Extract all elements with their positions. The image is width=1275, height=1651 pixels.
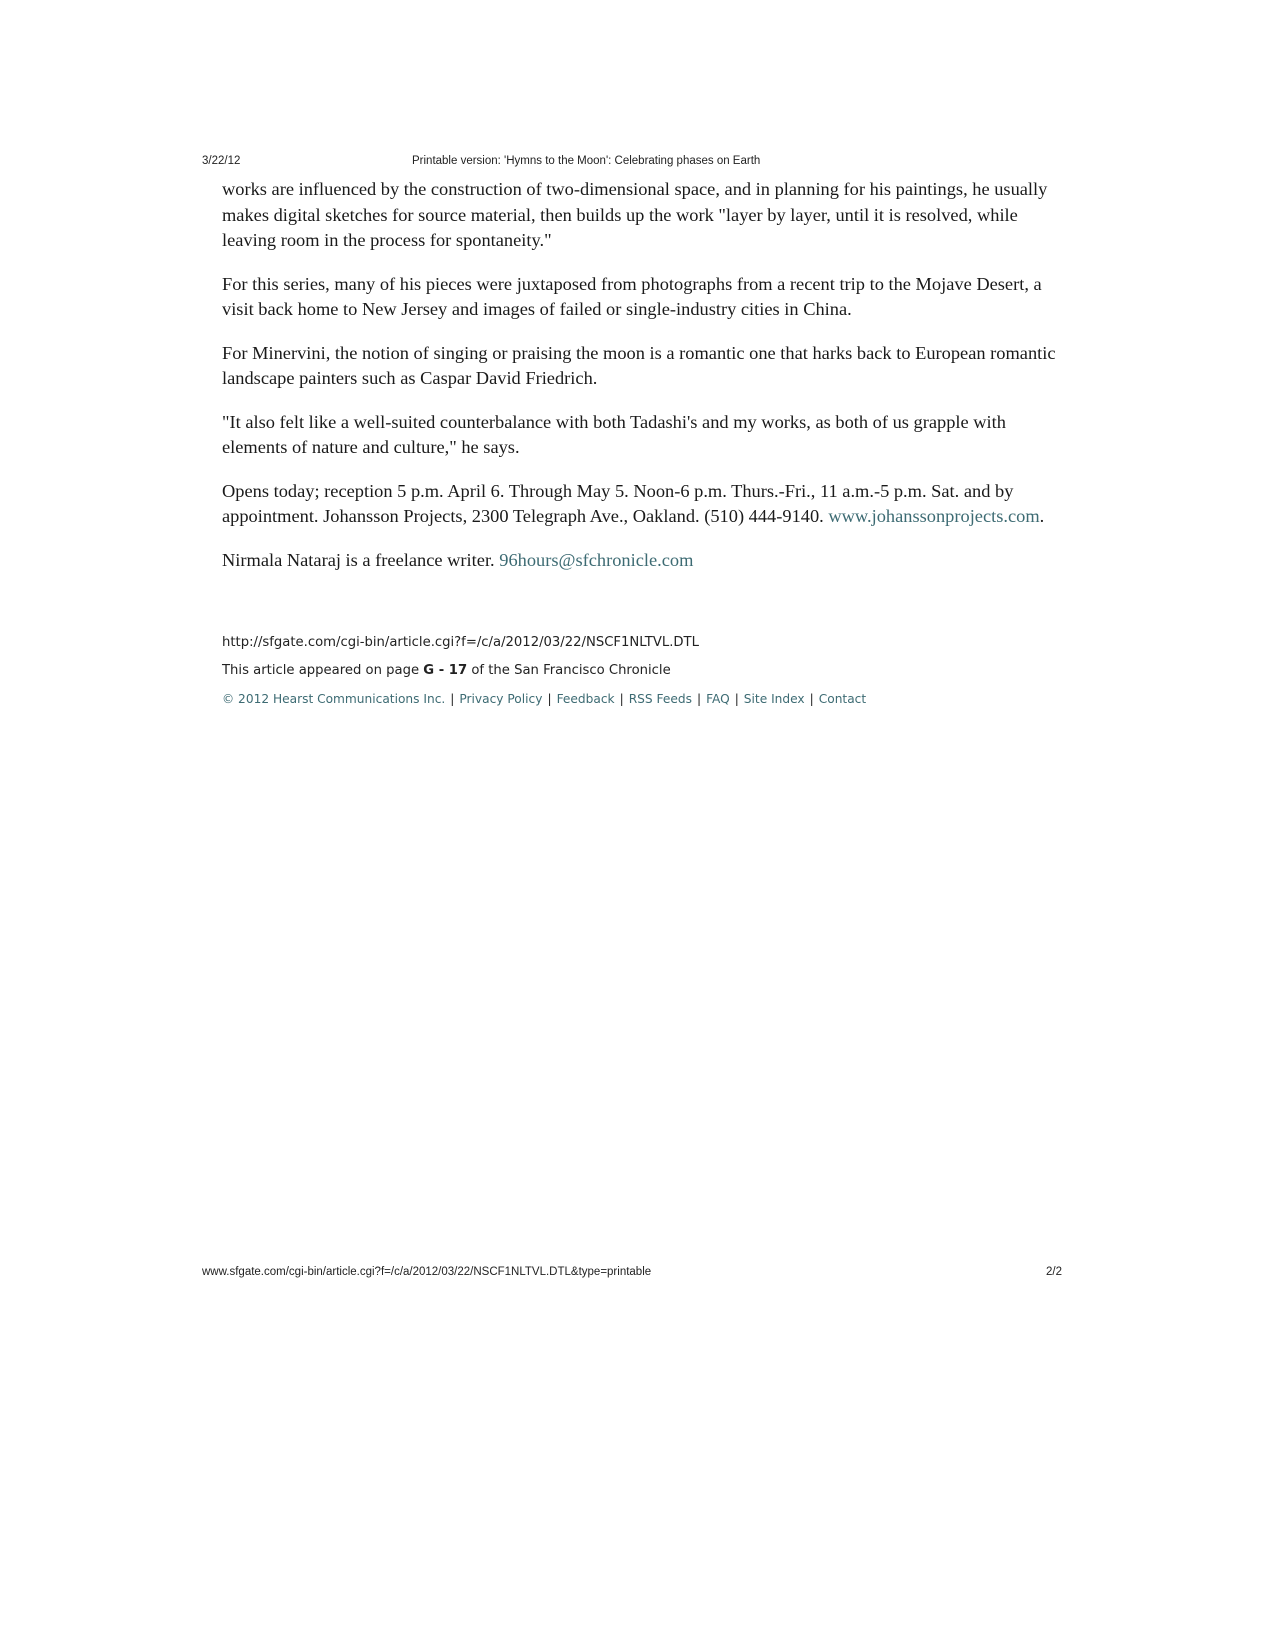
contact-link[interactable]: Contact: [818, 692, 867, 706]
author-text: Nirmala Nataraj is a freelance writer.: [222, 549, 495, 570]
print-date: 3/22/12: [202, 155, 241, 167]
article-paragraph: works are influenced by the construction of two-dimensional space, and in planning for his paintings, he usually makes digital sketches for source material, then builds up the work "layer by layer, until it is resolved, while leaving room in the process for spontaneity.": [222, 179, 1048, 250]
article-paragraph: For this series, many of his pieces were juxtaposed from photographs from a recent trip to the Mojave Desert, a visit back home to New Jersey and images of failed or single-industry cities in China.: [222, 273, 1042, 319]
separator: |: [547, 692, 552, 706]
separator: |: [450, 692, 455, 706]
privacy-policy-link[interactable]: Privacy Policy: [459, 692, 543, 706]
separator: |: [734, 692, 739, 706]
article-paragraph: "It also felt like a well-suited counterbalance with both Tadashi's and my works, as both of us grapple with elements of nature and culture," he says.: [222, 411, 1006, 457]
appeared-suffix: of the San Francisco Chronicle: [471, 663, 671, 678]
article-meta: [222, 634, 1062, 710]
faq-link[interactable]: FAQ: [706, 692, 730, 706]
author-bio: [222, 548, 1062, 574]
article-url: http://sfgate.com/cgi-bin/article.cgi?f=/c/a/2012/03/22/NSCF1NLTVL.DTL: [222, 635, 699, 650]
appeared-prefix: This article appeared on page: [222, 663, 420, 678]
page-appearance: [222, 662, 1062, 690]
listing-end: .: [1039, 506, 1045, 526]
article-paragraph: For Minervini, the notion of singing or praising the moon is a romantic one that harks back to European romantic landscape painters such as Caspar David Friedrich.: [222, 342, 1056, 388]
event-listing: [222, 479, 1062, 530]
page-reference: G - 17: [423, 663, 468, 678]
footer-links: [222, 690, 1062, 710]
copyright-link[interactable]: © 2012 Hearst Communications Inc.: [222, 692, 446, 706]
print-footer: [202, 1266, 1062, 1282]
separator: |: [696, 692, 702, 706]
separator: |: [809, 692, 814, 706]
gallery-link[interactable]: www.johanssonprojects.com: [828, 506, 1040, 526]
print-url: www.sfgate.com/cgi-bin/article.cgi?f=/c/a/2012/03/22/NSCF1NLTVL.DTL&type=printable: [202, 1266, 652, 1278]
page-number: 2/2: [1046, 1266, 1062, 1278]
print-title: Printable version: 'Hymns to the Moon': Celebrating phases on Earth: [412, 155, 761, 167]
author-email-link[interactable]: 96hours@sfchronicle.com: [499, 549, 694, 570]
separator: |: [619, 692, 624, 706]
rss-feeds-link[interactable]: RSS Feeds: [628, 692, 692, 706]
site-index-link[interactable]: Site Index: [743, 692, 805, 706]
print-header: [202, 155, 1062, 171]
listing-text: Opens today; reception 5 p.m. April 6. Through May 5. Noon-6 p.m. Thurs.-Fri., 11 a.m.-5 p.m. Sat. and by appointment. Johansson Projects, 2300 Telegraph Ave., Oakland. (510) 444-9140.: [222, 480, 1014, 526]
article-body: [222, 177, 1062, 591]
feedback-link[interactable]: Feedback: [556, 692, 615, 706]
